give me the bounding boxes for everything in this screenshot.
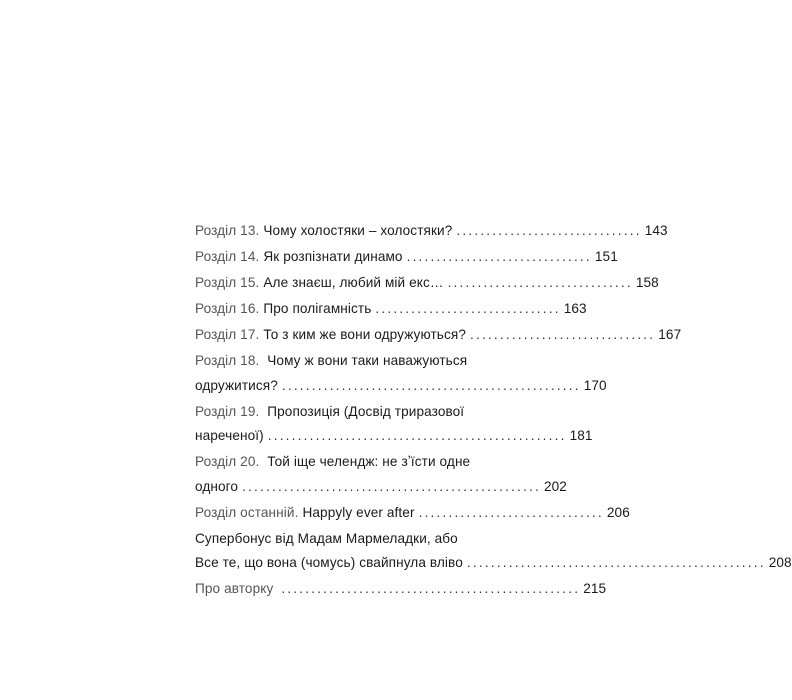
toc-entry-15 [195, 271, 659, 296]
page-number: 163 [563, 301, 587, 316]
chapter-label: Розділ 20. [195, 454, 260, 469]
chapter-label: Розділ 19. [195, 403, 260, 419]
chapter-label: Розділ 16. [195, 301, 260, 316]
toc-entry-about-author [195, 577, 607, 602]
toc-entry-17 [195, 323, 682, 348]
chapter-label: Розділ 17. [195, 327, 260, 342]
chapter-title: Про полігамність [263, 301, 372, 316]
toc-entry-20 [195, 450, 567, 499]
dot-leader: ............................... [469, 327, 656, 342]
chapter-label: Розділ 15. [195, 275, 260, 290]
toc-entry-last-chapter [195, 501, 630, 526]
chapter-title-line-1: Супербонус від Мадам Мармеладки, або [195, 530, 458, 546]
dot-leader: ............................... [406, 249, 592, 264]
dot-leader: .................................................. [281, 581, 581, 596]
toc-entry-18 [195, 349, 607, 398]
page-number: 215 [583, 581, 607, 596]
chapter-title-line-1: Пропозиція (Досвід триразової [267, 403, 465, 419]
toc-entry-16 [195, 297, 587, 322]
chapter-label: Розділ останній. [195, 504, 299, 520]
page-number: 170 [583, 377, 607, 393]
toc-entry-13 [195, 219, 668, 244]
page-number: 181 [569, 428, 593, 443]
chapter-title-line-2: одного [195, 478, 239, 494]
dot-leader: .................................................. [466, 555, 766, 570]
chapter-label: Розділ 13. [195, 223, 260, 238]
table-of-contents [195, 219, 792, 602]
page-number: 208 [768, 555, 792, 570]
chapter-label: Розділ 18. [195, 353, 260, 368]
chapter-label: Розділ 14. [195, 249, 260, 264]
dot-leader: ............................... [447, 275, 633, 290]
chapter-title-line-1: Той іще челендж: не зʼїсти одне [267, 454, 471, 469]
page-number: 206 [606, 504, 630, 520]
chapter-title-line-2: нареченої) [195, 428, 264, 443]
chapter-title: То з ким же вони одружуються? [263, 327, 466, 342]
chapter-title: Чому холостяки – холостяки? [263, 223, 453, 238]
page-number: 202 [543, 478, 567, 494]
page-number: 158 [635, 275, 659, 290]
page-number: 151 [594, 249, 618, 264]
dot-leader: ............................... [375, 301, 561, 316]
page-number: 167 [658, 327, 682, 342]
dot-leader: ............................... [456, 223, 642, 238]
toc-entry-14 [195, 245, 618, 270]
toc-entry-19 [195, 400, 593, 449]
dot-leader: ............................... [418, 504, 604, 520]
toc-entry-superbonus [195, 527, 792, 576]
chapter-title: Але знаєш, любий мій екс… [263, 275, 444, 290]
dot-leader: .................................................. [281, 377, 581, 393]
chapter-title-line-1: Чому ж вони таки наважуються [267, 353, 468, 368]
dot-leader: .................................................. [242, 478, 541, 494]
section-label: Про авторку [195, 581, 274, 596]
chapter-title-line-2: Все те, що вона (чомусь) свайпнула вліво [195, 555, 463, 570]
dot-leader: .................................................. [267, 428, 567, 443]
page-number: 143 [644, 223, 668, 238]
chapter-title: Як розпізнати динамо [263, 249, 403, 264]
chapter-title: Happyly ever after [302, 504, 415, 520]
chapter-title-line-2: одружитися? [195, 377, 278, 393]
